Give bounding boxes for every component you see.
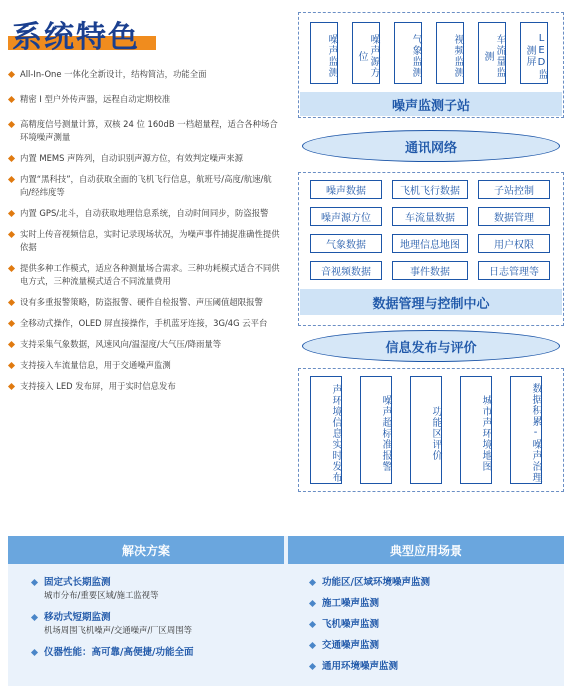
publish-item-noise-map: 城市声环境地图 bbox=[460, 376, 492, 484]
page-title: 系统特色 bbox=[12, 20, 140, 55]
substation-device-led: LED监测屏 bbox=[520, 22, 548, 84]
substation-device-traffic: 车流量监测 bbox=[478, 22, 506, 84]
feature-item: All-In-One 一体化全新设计，结构简洁，功能全面 bbox=[8, 68, 280, 81]
solution-title: 移动式短期监测 bbox=[44, 612, 111, 623]
data-item: 日志管理等 bbox=[478, 261, 550, 280]
solution-item bbox=[30, 576, 280, 601]
application-item: 施工噪声监测 bbox=[308, 597, 558, 610]
applications-list bbox=[308, 576, 558, 681]
data-item: 噪声数据 bbox=[310, 180, 382, 199]
solutions-list bbox=[30, 576, 280, 659]
publish-item-zone-eval: 功能区评价 bbox=[410, 376, 442, 484]
substation-label: 噪声监测子站 bbox=[300, 92, 562, 116]
substation-device-source-direction: 噪声源方位 bbox=[352, 22, 380, 84]
substation-device-noise: 噪声监测 bbox=[310, 22, 338, 84]
data-item: 气象数据 bbox=[310, 234, 382, 253]
data-item: 地理信息地图 bbox=[392, 234, 468, 253]
substation-device-weather: 气象监测 bbox=[394, 22, 422, 84]
feature-item: 设有多重报警策略，防盗报警、硬件自检报警、声压阈值超限报警 bbox=[8, 296, 280, 309]
data-item: 数据管理 bbox=[478, 207, 550, 226]
feature-item: 内置 MEMS 声阵列，自动识别声源方位，有效判定噪声来源 bbox=[8, 152, 280, 165]
system-architecture-diagram bbox=[298, 12, 564, 492]
feature-item: 实时上传音视频信息，实时记录现场状况，为噪声事件捕捉准确性提供依据 bbox=[8, 228, 280, 254]
feature-item: 全移动式操作，OLED 屏直接操作，手机蓝牙连接，3G/4G 云平台 bbox=[8, 317, 280, 330]
publish-item-realtime: 声环境信息实时发布 bbox=[310, 376, 342, 484]
solution-title: 仪器性能：高可靠/高便捷/功能全面 bbox=[44, 647, 194, 658]
data-item: 事件数据 bbox=[392, 261, 468, 280]
feature-list bbox=[8, 68, 280, 401]
solution-item bbox=[30, 611, 280, 636]
solution-desc: 城市分布/重要区域/施工监视等 bbox=[44, 590, 159, 600]
section-title bbox=[8, 12, 168, 56]
publish-item-data-accumulation: 数据积累-噪声治理 bbox=[510, 376, 542, 484]
application-item: 飞机噪声监测 bbox=[308, 618, 558, 631]
feature-item: 内置“黑科技”，自动获取全面的飞机飞行信息，航班号/高度/航速/航向/经纬度等 bbox=[8, 173, 280, 199]
feature-item: 支持采集气象数据，风速风向/温湿度/大气压/降雨量等 bbox=[8, 338, 280, 351]
data-item: 噪声源方位 bbox=[310, 207, 382, 226]
data-center-label: 数据管理与控制中心 bbox=[300, 289, 562, 315]
publish-item-alarm: 噪声超标准报警 bbox=[360, 376, 392, 484]
solutions-header: 解决方案 bbox=[8, 536, 284, 564]
solution-desc: 机场周围飞机噪声/交通噪声/厂区周围等 bbox=[44, 625, 193, 635]
substation-device-video: 视频监测 bbox=[436, 22, 464, 84]
solutions-applications-panel bbox=[8, 536, 564, 686]
feature-item: 内置 GPS/北斗，自动获取地理信息系统，自动时间同步，防盗报警 bbox=[8, 207, 280, 220]
data-item: 音视频数据 bbox=[310, 261, 382, 280]
data-item: 用户权限 bbox=[478, 234, 550, 253]
feature-item: 精密 I 型户外传声器，远程自动定期校准 bbox=[8, 93, 280, 106]
data-item: 车流量数据 bbox=[392, 207, 468, 226]
application-item: 功能区/区域环境噪声监测 bbox=[308, 576, 558, 589]
data-item: 飞机飞行数据 bbox=[392, 180, 468, 199]
feature-item: 支持接入车流量信息，用于交通噪声监测 bbox=[8, 359, 280, 372]
feature-item: 支持接入 LED 发布屏，用于实时信息发布 bbox=[8, 380, 280, 393]
application-item: 通用环境噪声监测 bbox=[308, 660, 558, 673]
feature-item: 提供多种工作模式，适应各种测量场合需求。三种功耗模式适合不同供电方式，三种流量模式适合不同流量费用 bbox=[8, 262, 280, 288]
network-ellipse: 通讯网络 bbox=[302, 130, 560, 162]
application-item: 交通噪声监测 bbox=[308, 639, 558, 652]
publish-ellipse: 信息发布与评价 bbox=[302, 330, 560, 362]
solution-title: 固定式长期监测 bbox=[44, 577, 111, 588]
data-item: 子站控制 bbox=[478, 180, 550, 199]
solution-item bbox=[30, 646, 280, 659]
feature-item: 高精度信号测量计算，双核 24 位 160dB 一档超量程，适合各种场合环境噪声测量 bbox=[8, 118, 280, 144]
applications-header: 典型应用场景 bbox=[288, 536, 564, 564]
